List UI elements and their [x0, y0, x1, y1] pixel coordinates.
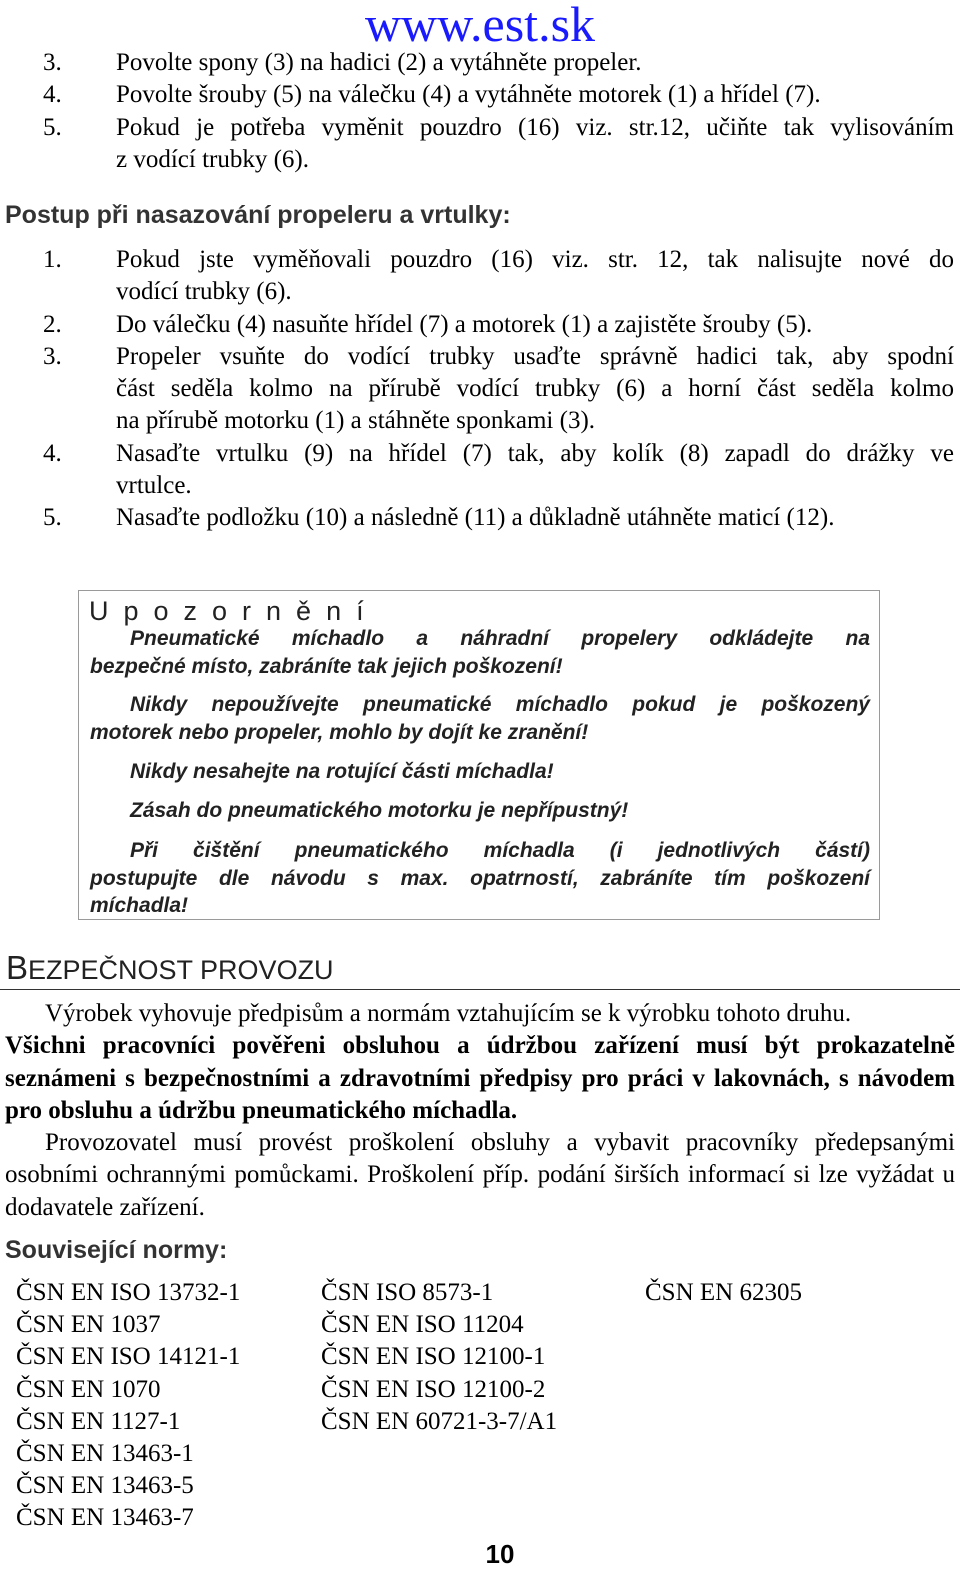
- norm-item: ČSN EN ISO 12100-2: [321, 1375, 546, 1403]
- warning-paragraph: [90, 691, 870, 746]
- norm-item: ČSN EN 62305: [645, 1279, 802, 1306]
- list-item: [0, 438, 960, 503]
- list-item: [0, 47, 960, 79]
- step-text: Pokud je potřeba vyměnit pouzdro (16) viz. str.12, učiňte tak vylisováním: [116, 113, 954, 141]
- norm-item: ČSN EN 13463-1: [16, 1440, 194, 1468]
- warning-title: Upozornění: [89, 596, 379, 626]
- norm-item: ČSN EN 13463-5: [16, 1472, 194, 1500]
- section-divider: [0, 989, 960, 990]
- warning-paragraph: [90, 625, 870, 680]
- removal-steps-list: [0, 47, 960, 176]
- warning-line: bezpečné místo, zabráníte tak jejich poškození!: [90, 654, 563, 678]
- warning-line: Nikdy nepoužívejte pneumatické míchadlo pokud je poškozený: [130, 693, 870, 716]
- safety-text: [5, 998, 955, 1224]
- warning-paragraph: [90, 797, 870, 825]
- warning-line: Pneumatické míchadlo a náhradní propelery odkládejte na: [130, 627, 870, 650]
- safety-paragraph: Provozovatel musí provést proškolení obsluhy a vybavit pracovníky předepsanými osobními ochrannými pomůckami. Proškolení příp. podání širších informací si lze vyžádat u dodavatele zařízení.: [5, 1129, 955, 1221]
- safety-heading-initial: B: [6, 949, 29, 986]
- norm-item: ČSN EN ISO 11204: [321, 1311, 524, 1339]
- step-text: Nasaďte podložku (10) a následně (11) a důkladně utáhněte maticí (12).: [116, 504, 835, 532]
- safety-paragraph: Výrobek vyhovuje předpisům a normám vztahujícím se k výrobku tohoto druhu.: [45, 1000, 852, 1027]
- norm-item: ČSN EN 13463-7: [16, 1504, 194, 1532]
- step-number: 4.: [43, 81, 62, 109]
- step-text-cont: na přírubě motorku (1) a stáhněte sponkami (3).: [116, 407, 596, 435]
- norm-item: ČSN ISO 8573-1: [321, 1279, 494, 1306]
- norms-column: [16, 1277, 240, 1535]
- site-url[interactable]: www.est.sk: [364, 0, 596, 52]
- step-text: Povolte šrouby (5) na válečku (4) a vytáhněte motorek (1) a hřídel (7).: [116, 81, 821, 109]
- assembly-steps-list: [0, 244, 960, 535]
- warning-line: míchadla!: [90, 894, 189, 917]
- norm-item: ČSN EN 1037: [16, 1311, 161, 1339]
- warning-line: Při čištění pneumatického míchadla (i jednotlivých částí): [130, 839, 870, 862]
- step-text-cont: vrtulce.: [116, 472, 192, 500]
- step-text-cont: vodící trubky (6).: [116, 278, 292, 306]
- warning-line: Nikdy nesahejte na rotující části míchadla!: [130, 760, 554, 783]
- norm-item: ČSN EN ISO 14121-1: [16, 1343, 241, 1371]
- list-item: [0, 309, 960, 341]
- step-text-cont: část seděla kolmo na přírubě vodící trubky (6) a horní část seděla kolmo: [116, 375, 954, 403]
- assembly-heading: Postup při nasazování propeleru a vrtulky:: [5, 201, 511, 229]
- list-item: [0, 112, 960, 177]
- norm-item: ČSN EN 1070: [16, 1375, 161, 1403]
- list-item: [0, 341, 960, 438]
- step-number: 5.: [43, 113, 62, 141]
- warning-paragraph: [90, 758, 870, 786]
- list-item: [0, 79, 960, 111]
- warning-line: Zásah do pneumatického motorku je nepřípustný!: [130, 799, 629, 822]
- safety-heading: [6, 950, 334, 988]
- list-item: [0, 502, 960, 534]
- norm-item: ČSN EN 1127-1: [16, 1407, 181, 1435]
- step-text: Nasaďte vrtulku (9) na hřídel (7) tak, aby kolík (8) zapadl do drážky ve: [116, 439, 954, 467]
- safety-heading-rest: EZPEČNOST PROVOZU: [28, 955, 334, 985]
- warning-box: [78, 590, 880, 920]
- step-number: 3.: [43, 49, 62, 76]
- step-number: 1.: [43, 246, 62, 273]
- norms-heading: Související normy:: [5, 1236, 228, 1264]
- step-text: Do válečku (4) nasuňte hřídel (7) a motorek (1) a zajistěte šrouby (5).: [116, 310, 813, 338]
- norm-item: ČSN EN ISO 12100-1: [321, 1343, 546, 1371]
- warning-paragraph: [90, 837, 870, 920]
- step-text: Propeler vsuňte do vodící trubky usaďte správně hadici tak, aby spodní: [116, 342, 954, 370]
- step-number: 2.: [43, 310, 62, 338]
- warning-line: postupujte dle návodu s max. opatrností, zabráníte tím poškození: [90, 866, 870, 890]
- norms-column: [645, 1277, 802, 1309]
- step-text: Pokud jste vyměňovali pouzdro (16) viz. str. 12, tak nalisujte nové do: [116, 246, 954, 273]
- norm-item: ČSN EN 60721-3-7/A1: [321, 1407, 558, 1435]
- page-number: 10: [485, 1539, 515, 1569]
- step-number: 3.: [43, 342, 62, 370]
- warning-line: motorek nebo propeler, mohlo by dojít ke zranění!: [90, 720, 589, 744]
- step-text-cont: z vodící trubky (6).: [116, 145, 310, 173]
- step-text: Povolte spony (3) na hadici (2) a vytáhněte propeler.: [116, 49, 642, 76]
- norms-column: [321, 1277, 557, 1438]
- safety-paragraph-bold: Všichni pracovníci pověřeni obsluhou a údržbou zařízení musí být prokazatelně seznámeni s bezpečnostními a zdravotními předpisy pro práci v lakovnách, s návodem pro obsluhu a údržbu pneumatického míchadla.: [5, 1032, 955, 1124]
- step-number: 4.: [43, 439, 62, 467]
- norm-item: ČSN EN ISO 13732-1: [16, 1279, 241, 1306]
- step-number: 5.: [43, 504, 62, 532]
- list-item: [0, 244, 960, 309]
